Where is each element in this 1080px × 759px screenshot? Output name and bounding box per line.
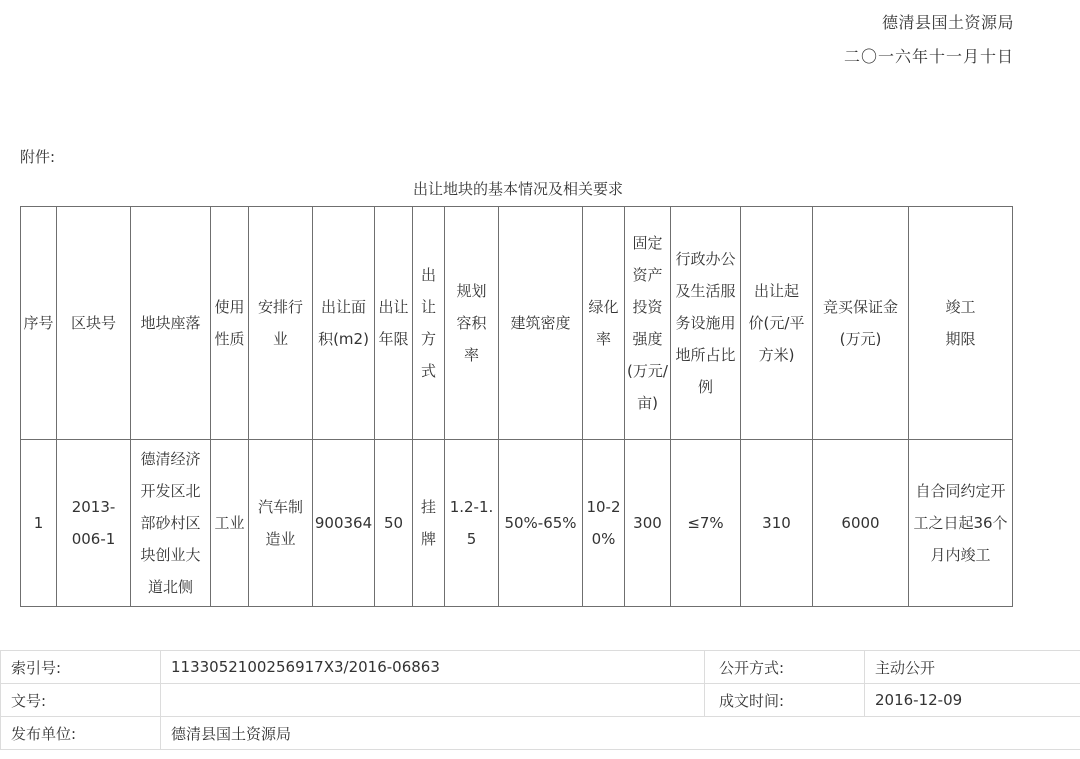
cell-investment-intensity: 300 xyxy=(625,440,671,607)
header-cell-seq: 序号 xyxy=(21,207,57,440)
header-cell-area: 出让面积(m2) xyxy=(313,207,375,440)
cell-term: 50 xyxy=(375,440,413,607)
meta-public-mode-value: 主动公开 xyxy=(865,651,1080,684)
header-cell-investment-intensity: 固定资产投资强度(万元/亩) xyxy=(625,207,671,440)
cell-usage: 工业 xyxy=(211,440,249,607)
meta-row-doc-no xyxy=(1,684,1080,717)
cell-start-price: 310 xyxy=(741,440,813,607)
header-cell-deposit: 竞买保证金(万元) xyxy=(813,207,909,440)
meta-publisher-label: 发布单位: xyxy=(1,717,161,750)
meta-public-mode-label: 公开方式: xyxy=(705,651,865,684)
cell-plot-ratio: 1.2-1.5 xyxy=(445,440,499,607)
header-cell-office-ratio: 行政办公及生活服务设施用地所占比例 xyxy=(671,207,741,440)
document-meta-table xyxy=(0,650,1080,750)
header-cell-block-no: 区块号 xyxy=(57,207,131,440)
cell-seq: 1 xyxy=(21,440,57,607)
signature-org: 德清县国土资源局 xyxy=(881,13,1014,32)
meta-publisher-value: 德清县国土资源局 xyxy=(161,717,1080,750)
cell-green-ratio: 10-20% xyxy=(583,440,625,607)
header-cell-term: 出让年限 xyxy=(375,207,413,440)
header-cell-completion-term: 竣工期限 xyxy=(909,207,1013,440)
meta-date-label: 成文时间: xyxy=(705,684,865,717)
meta-row-index xyxy=(1,651,1080,684)
header-cell-transfer-mode: 出让方式 xyxy=(413,207,445,440)
meta-doc-no-value xyxy=(161,684,705,717)
signature-date: 二〇一六年十一月十日 xyxy=(843,47,1014,66)
cell-completion-term: 自合同约定开工之日起36个月内竣工 xyxy=(909,440,1013,607)
meta-date-value: 2016-12-09 xyxy=(865,684,1080,717)
cell-location: 德清经济开发区北部砂村区块创业大道北侧 xyxy=(131,440,211,607)
header-cell-plot-ratio: 规划容积率 xyxy=(445,207,499,440)
cell-block-no: 2013-006-1 xyxy=(57,440,131,607)
header-cell-usage: 使用性质 xyxy=(211,207,249,440)
cell-industry: 汽车制造业 xyxy=(249,440,313,607)
meta-index-label: 索引号: xyxy=(1,651,161,684)
cell-building-density: 50%-65% xyxy=(499,440,583,607)
meta-row-publisher xyxy=(1,717,1080,750)
header-cell-green-ratio: 绿化率 xyxy=(583,207,625,440)
land-info-table xyxy=(20,206,1013,607)
cell-deposit: 6000 xyxy=(813,440,909,607)
attachment-label: 附件: xyxy=(20,148,56,166)
header-cell-building-density: 建筑密度 xyxy=(499,207,583,440)
header-cell-industry: 安排行业 xyxy=(249,207,313,440)
cell-transfer-mode: 挂牌 xyxy=(413,440,445,607)
table-title: 出让地块的基本情况及相关要求 xyxy=(412,180,623,198)
meta-index-value: 113305210025691​7X3/2016-06863 xyxy=(161,651,705,684)
header-cell-start-price: 出让起价(元/平方米) xyxy=(741,207,813,440)
meta-doc-no-label: 文号: xyxy=(1,684,161,717)
cell-office-ratio: ≤7% xyxy=(671,440,741,607)
header-cell-location: 地块座落 xyxy=(131,207,211,440)
table-header-row xyxy=(21,207,1013,440)
cell-area: 900364 xyxy=(313,440,375,607)
table-row xyxy=(21,440,1013,607)
